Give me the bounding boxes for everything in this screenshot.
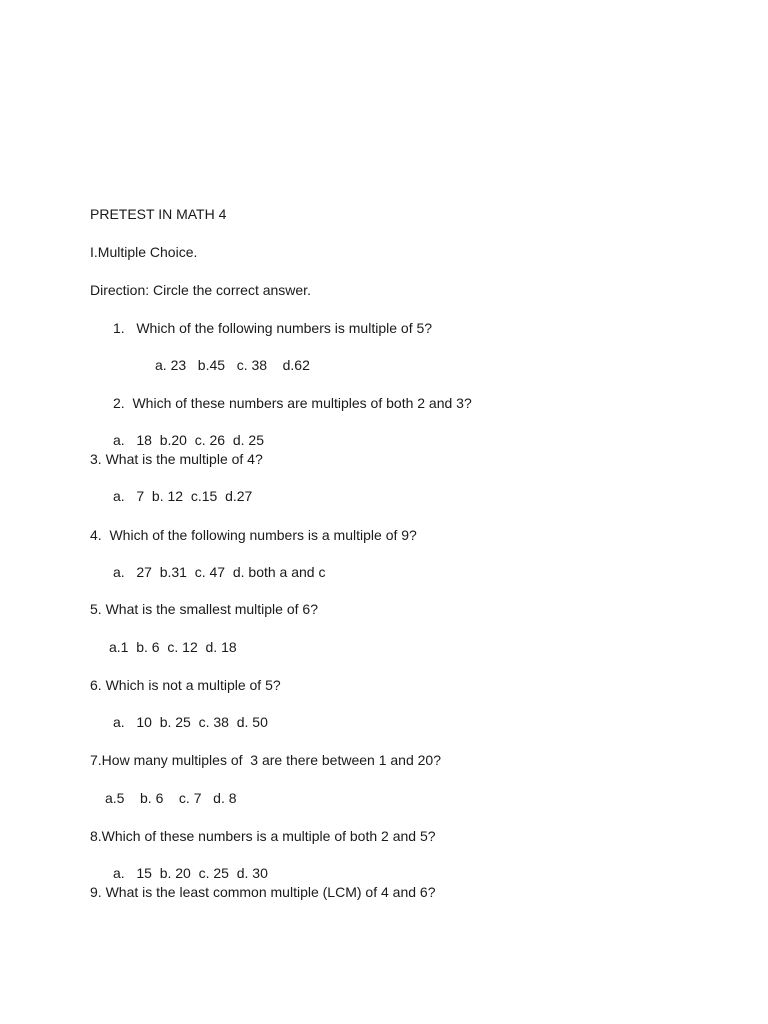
question-4: 4. Which of the following numbers is a multiple of 9? — [90, 527, 417, 543]
choices-3: a. 7 b. 12 c.15 d.27 — [113, 488, 253, 504]
question-8: 8.Which of these numbers is a multiple of both 2 and 5? — [90, 828, 436, 844]
choices-7: a.5 b. 6 c. 7 d. 8 — [105, 790, 237, 806]
question-9: 9. What is the least common multiple (LCM) of 4 and 6? — [90, 884, 436, 900]
question-3: 3. What is the multiple of 4? — [90, 451, 263, 467]
choices-8: a. 15 b. 20 c. 25 d. 30 — [113, 865, 268, 881]
question-7: 7.How many multiples of 3 are there between 1 and 20? — [90, 752, 441, 768]
direction-text: Direction: Circle the correct answer. — [90, 282, 311, 298]
choices-1: a. 23 b.45 c. 38 d.62 — [155, 357, 310, 373]
question-2: 2. Which of these numbers are multiples of both 2 and 3? — [113, 395, 472, 411]
choices-2: a. 18 b.20 c. 26 d. 25 — [113, 432, 264, 448]
question-5: 5. What is the smallest multiple of 6? — [90, 601, 318, 617]
choices-4: a. 27 b.31 c. 47 d. both a and c — [113, 564, 326, 580]
question-1: 1. Which of the following numbers is multiple of 5? — [113, 320, 433, 336]
section-heading: I.Multiple Choice. — [90, 244, 198, 260]
choices-5: a.1 b. 6 c. 12 d. 18 — [109, 639, 237, 655]
question-6: 6. Which is not a multiple of 5? — [90, 677, 281, 693]
choices-6: a. 10 b. 25 c. 38 d. 50 — [113, 714, 268, 730]
page-title: PRETEST IN MATH 4 — [90, 206, 227, 222]
